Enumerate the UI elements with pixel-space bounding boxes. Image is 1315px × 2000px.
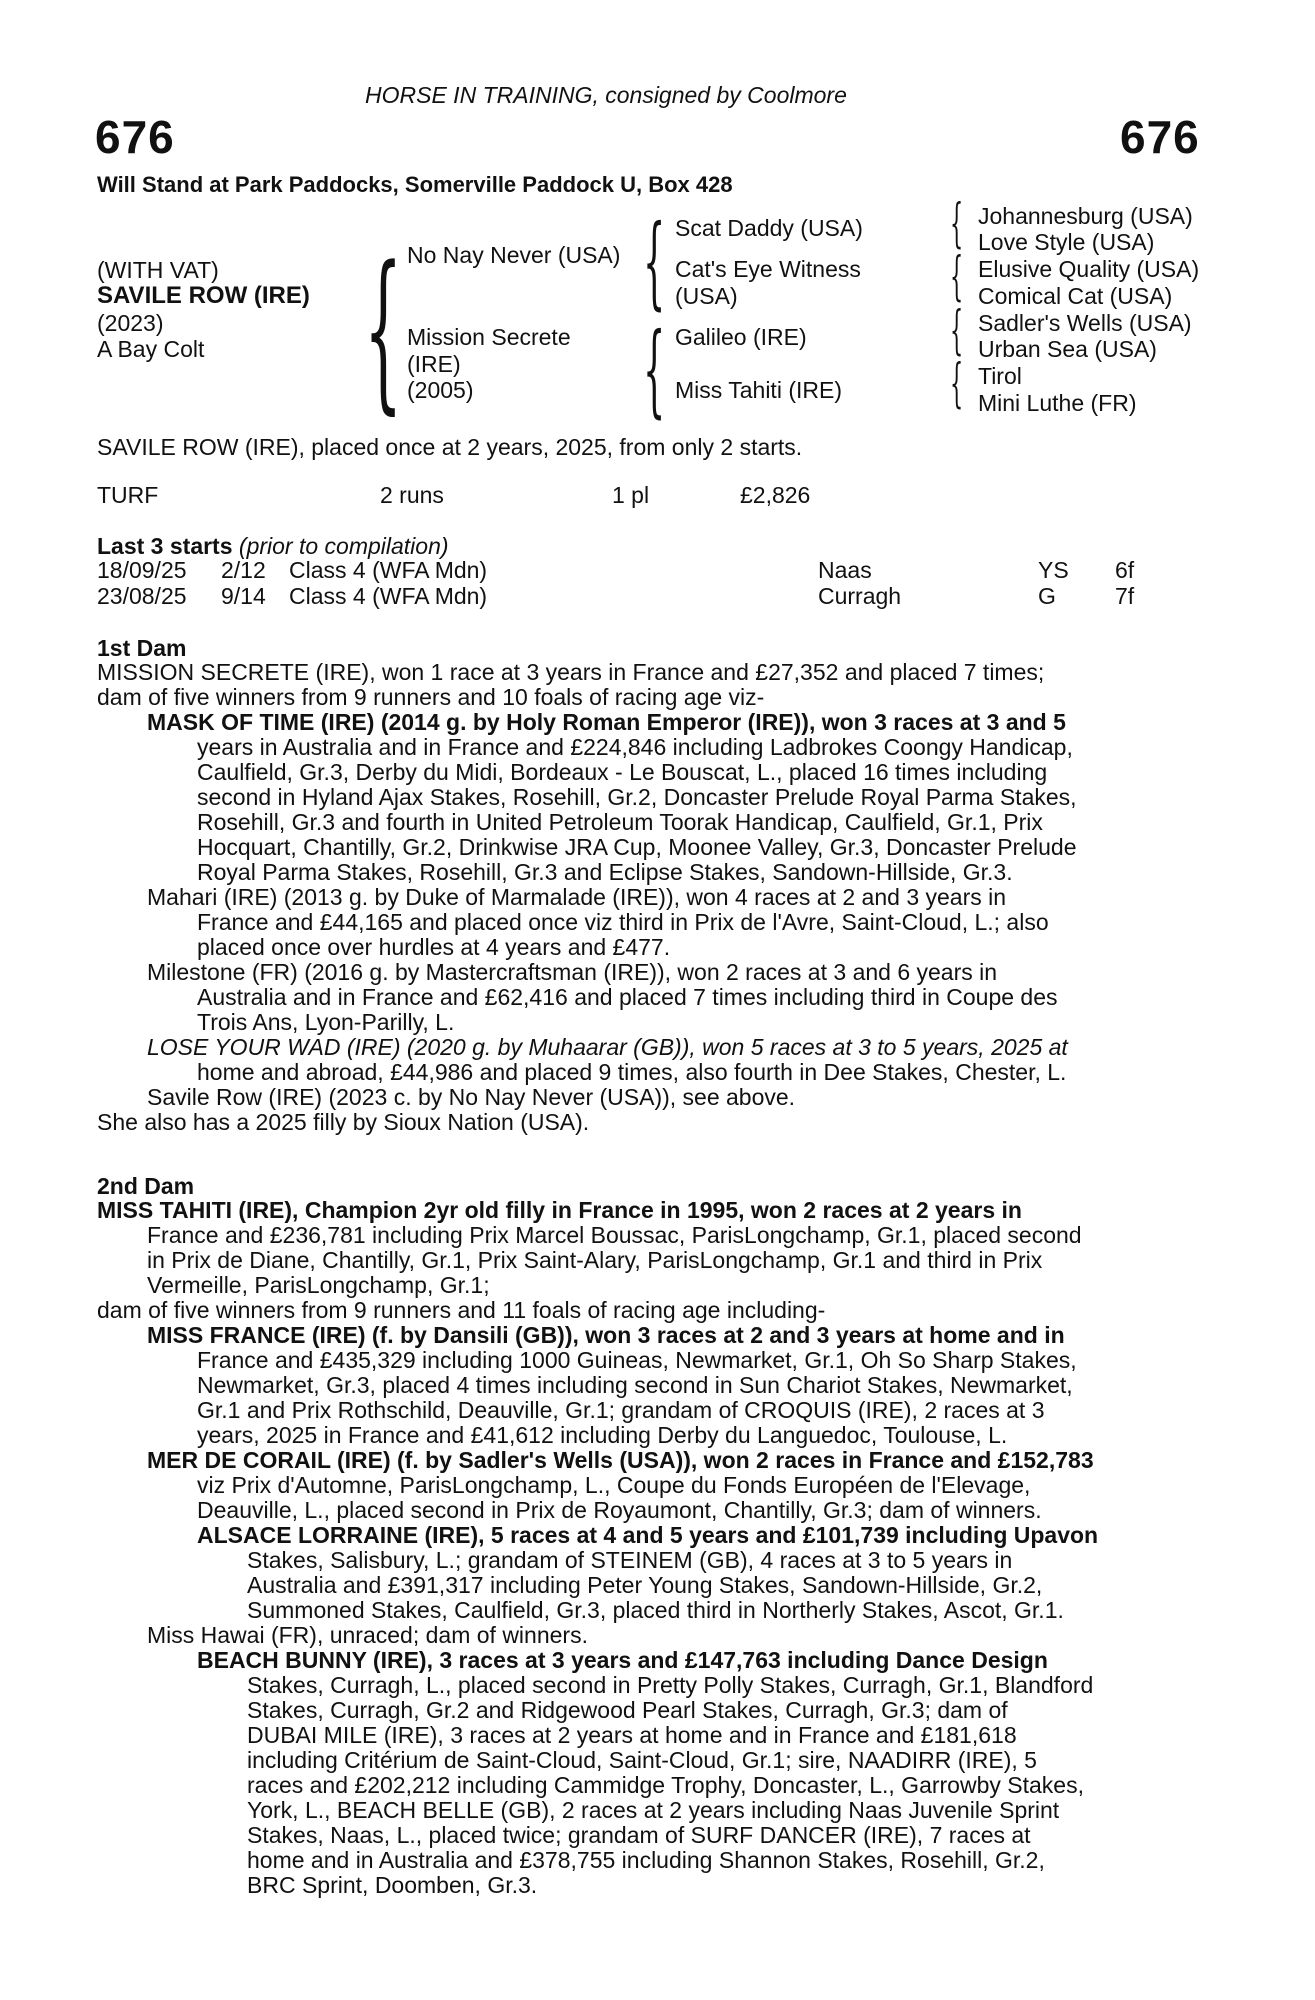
start-course: Curragh	[818, 583, 902, 609]
progeny-line: BEACH BUNNY (IRE), 3 races at 3 years and £147,763 including Dance Design	[197, 1647, 1048, 1673]
pedigree-sire: No Nay Never (USA)	[407, 242, 621, 268]
pedigree-sds: Elusive Quality (USA)	[978, 256, 1200, 282]
progeny-line: MASK OF TIME (IRE) (2014 g. by Holy Roman Emperor (IRE)), won 3 races at 3 and 5	[147, 709, 1066, 735]
start-date: 23/08/25	[97, 583, 187, 609]
second-dam-line: France and £236,781 including Prix Marcel Boussac, ParisLongchamp, Gr.1, placed second	[147, 1222, 1082, 1248]
last-starts-heading	[97, 533, 449, 559]
horse-description: A Bay Colt	[97, 336, 205, 362]
pedigree-brace-dam: {	[643, 311, 666, 428]
progeny-line: She also has a 2025 filly by Sioux Nation (USA).	[97, 1109, 590, 1135]
progeny-line: MER DE CORAIL (IRE) (f. by Sadler's Wells (USA)), won 2 races in France and £152,783	[147, 1447, 1094, 1473]
consignment-header: HORSE IN TRAINING, consigned by Coolmore	[365, 82, 847, 108]
progeny-line: Newmarket, Gr.3, placed 4 times including second in Sun Chariot Stakes, Newmarket,	[197, 1372, 1073, 1398]
pedigree-ssd: Love Style (USA)	[978, 229, 1155, 255]
pedigree-brace-g3: {	[950, 301, 964, 361]
start-position: 2/12	[221, 557, 266, 583]
pedigree-sdd: Comical Cat (USA)	[978, 283, 1173, 309]
progeny-line: Hocquart, Chantilly, Gr.2, Drinkwise JRA Cup, Moonee Valley, Gr.3, Doncaster Prelude	[197, 834, 1077, 860]
pedigree-dss: Sadler's Wells (USA)	[978, 310, 1192, 336]
second-dam-line: in Prix de Diane, Chantilly, Gr.1, Prix Saint-Alary, ParisLongchamp, Gr.1 and third in Prix	[147, 1247, 1043, 1273]
progeny-line: France and £44,165 and placed once viz third in Prix de l'Avre, Saint-Cloud, L.; also	[197, 909, 1049, 935]
progeny-line: Australia and £391,317 including Peter Young Stakes, Sandown-Hillside, Gr.2,	[247, 1572, 1043, 1598]
start-distance: 7f	[1115, 583, 1135, 609]
pedigree-dam-sire: Galileo (IRE)	[675, 324, 807, 350]
progeny-line: DUBAI MILE (IRE), 3 races at 2 years at home and in France and £181,618	[247, 1722, 1017, 1748]
pedigree-sss: Johannesburg (USA)	[978, 203, 1193, 229]
progeny-line: Trois Ans, Lyon-Parilly, L.	[197, 1009, 455, 1035]
horse-name: SAVILE ROW (IRE)	[97, 282, 310, 309]
progeny-line: second in Hyland Ajax Stakes, Rosehill, Gr.2, Doncaster Prelude Royal Parma Stakes,	[197, 784, 1077, 810]
progeny-line: years in Australia and in France and £224,846 including Ladbrokes Coongy Handicap,	[197, 734, 1073, 760]
progeny-line: Royal Parma Stakes, Rosehill, Gr.3 and Eclipse Stakes, Sandown-Hillside, Gr.3.	[197, 859, 1013, 885]
progeny-line: Caulfield, Gr.3, Derby du Midi, Bordeaux - Le Bouscat, L., placed 16 times including	[197, 759, 1048, 785]
pedigree-dam-line2: (IRE)	[407, 351, 461, 377]
progeny-line: viz Prix d'Automne, ParisLongchamp, L., Coupe du Fonds Européen de l'Elevage,	[197, 1472, 1031, 1498]
lot-number-left: 676	[95, 111, 175, 163]
vat-note: (WITH VAT)	[97, 257, 219, 283]
progeny-line: races and £202,212 including Cammidge Trophy, Doncaster, L., Garrowby Stakes,	[247, 1772, 1084, 1798]
progeny-line: Stakes, Curragh, L., placed second in Pretty Polly Stakes, Curragh, Gr.1, Blandford	[247, 1672, 1094, 1698]
progeny-line: Australia and in France and £62,416 and placed 7 times including third in Coupe des	[197, 984, 1058, 1010]
pedigree-brace-sire: {	[643, 203, 666, 320]
start-going: G	[1038, 583, 1056, 609]
progeny-line: France and £435,329 including 1000 Guineas, Newmarket, Gr.1, Oh So Sharp Stakes,	[197, 1347, 1077, 1373]
progeny-line: MISS FRANCE (IRE) (f. by Dansili (GB)), won 3 races at 2 and 3 years at home and in	[147, 1322, 1065, 1348]
start-date: 18/09/25	[97, 557, 187, 583]
pedigree-dam-line3: (2005)	[407, 377, 474, 403]
pedigree-sire-dam-line2: (USA)	[675, 283, 738, 309]
progeny-line: Stakes, Curragh, Gr.2 and Ridgewood Pearl Stakes, Curragh, Gr.3; dam of	[247, 1697, 1008, 1723]
progeny-line: Summoned Stakes, Caulfield, Gr.3, placed third in Northerly Stakes, Ascot, Gr.1.	[247, 1597, 1064, 1623]
start-race: Class 4 (WFA Mdn)	[289, 583, 488, 609]
pedigree-brace-g1: {	[950, 194, 964, 254]
horse-year: (2023)	[97, 310, 164, 336]
last-starts-title: Last 3 starts	[97, 533, 233, 559]
progeny-line: Rosehill, Gr.3 and fourth in United Petroleum Toorak Handicap, Caulfield, Gr.1, Prix	[197, 809, 1043, 835]
start-distance: 6f	[1115, 557, 1135, 583]
first-dam-line: dam of five winners from 9 runners and 10 foals of racing age viz-	[97, 684, 765, 710]
progeny-line: York, L., BEACH BELLE (GB), 2 races at 2 years including Naas Juvenile Sprint	[247, 1797, 1060, 1823]
pedigree-dam-dam: Miss Tahiti (IRE)	[675, 377, 842, 403]
progeny-line: LOSE YOUR WAD (IRE) (2020 g. by Muhaarar (GB)), won 5 races at 3 to 5 years, 2025 at	[147, 1034, 1068, 1060]
progeny-line: home and abroad, £44,986 and placed 9 times, also fourth in Dee Stakes, Chester, L.	[197, 1059, 1067, 1085]
record-runs: 2 runs	[380, 482, 444, 508]
lot-number-right: 676	[1120, 111, 1200, 163]
record-surface: TURF	[97, 482, 159, 508]
record-placed: 1 pl	[612, 482, 650, 508]
progeny-line: years, 2025 in France and £41,612 including Derby du Languedoc, Toulouse, L.	[197, 1422, 1008, 1448]
progeny-line: Milestone (FR) (2016 g. by Mastercraftsman (IRE)), won 2 races at 3 and 6 years in	[147, 959, 998, 985]
start-going: YS	[1038, 557, 1069, 583]
progeny-line: placed once over hurdles at 4 years and £477.	[197, 934, 671, 960]
start-position: 9/14	[221, 583, 266, 609]
progeny-line: Mahari (IRE) (2013 g. by Duke of Marmalade (IRE)), won 4 races at 2 and 3 years in	[147, 884, 1007, 910]
start-race: Class 4 (WFA Mdn)	[289, 557, 488, 583]
pedigree-ddd: Mini Luthe (FR)	[978, 390, 1137, 416]
progeny-line: BRC Sprint, Doomben, Gr.3.	[247, 1872, 538, 1898]
first-dam-line: MISSION SECRETE (IRE), won 1 race at 3 years in France and £27,352 and placed 7 times;	[97, 659, 1045, 685]
progeny-line: Deauville, L., placed second in Prix de Royaumont, Chantilly, Gr.3; dam of winners.	[197, 1497, 1042, 1523]
pedigree-dam-line1: Mission Secrete	[407, 324, 571, 350]
last-starts-note: (prior to compilation)	[238, 533, 449, 559]
progeny-line: ALSACE LORRAINE (IRE), 5 races at 4 and 5 years and £101,739 including Upavon	[197, 1522, 1099, 1548]
pedigree-brace-main: {	[364, 229, 403, 430]
pedigree-dsd: Urban Sea (USA)	[978, 336, 1157, 362]
progeny-line: Stakes, Salisbury, L.; grandam of STEINEM (GB), 4 races at 3 to 5 years in	[247, 1547, 1013, 1573]
progeny-line: Miss Hawai (FR), unraced; dam of winners.	[147, 1622, 588, 1648]
progeny-line: home and in Australia and £378,755 including Shannon Stakes, Rosehill, Gr.2,	[247, 1847, 1045, 1873]
progeny-line: Gr.1 and Prix Rothschild, Deauville, Gr.1; grandam of CROQUIS (IRE), 2 races at 3	[197, 1397, 1045, 1423]
record-prize: £2,826	[740, 482, 811, 508]
progeny-line: Stakes, Naas, L., placed twice; grandam of SURF DANCER (IRE), 7 races at	[247, 1822, 1031, 1848]
pedigree-dds: Tirol	[978, 363, 1022, 389]
first-dam-heading: 1st Dam	[97, 635, 187, 661]
progeny-line: Savile Row (IRE) (2023 c. by No Nay Never (USA)), see above.	[147, 1084, 796, 1110]
pedigree-brace-g4: {	[950, 354, 964, 414]
pedigree-sire-sire: Scat Daddy (USA)	[675, 215, 863, 241]
pedigree-brace-g2: {	[950, 247, 964, 307]
second-dam-line: dam of five winners from 9 runners and 11 foals of racing age including-	[97, 1297, 826, 1323]
progeny-line: including Critérium de Saint-Cloud, Saint-Cloud, Gr.1; sire, NAADIRR (IRE), 5	[247, 1747, 1037, 1773]
second-dam-heading: 2nd Dam	[97, 1173, 195, 1199]
start-course: Naas	[818, 557, 872, 583]
second-dam-line: Vermeille, ParisLongchamp, Gr.1;	[147, 1272, 490, 1298]
stand-location: Will Stand at Park Paddocks, Somerville Paddock U, Box 428	[97, 172, 733, 197]
race-summary: SAVILE ROW (IRE), placed once at 2 years, 2025, from only 2 starts.	[97, 434, 803, 460]
second-dam-line: MISS TAHITI (IRE), Champion 2yr old filly in France in 1995, won 2 races at 2 years in	[97, 1197, 1022, 1223]
pedigree-sire-dam-line1: Cat's Eye Witness	[675, 256, 861, 282]
